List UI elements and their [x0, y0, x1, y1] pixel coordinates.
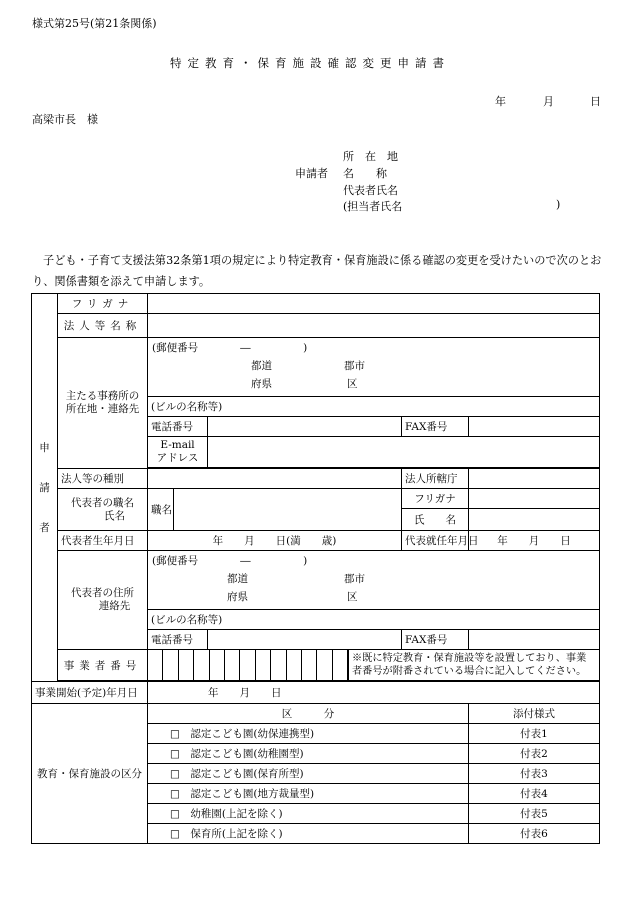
category-row-3[interactable]: □ 認定こども園(保育所型) [148, 764, 469, 784]
category-row-1[interactable]: □ 認定こども園(幼保連携型) [148, 724, 469, 744]
attach-4: 付表4 [469, 784, 600, 804]
rep-tel-label: 電話番号 [148, 630, 208, 650]
rep-furigana-label: フリガナ [402, 489, 469, 509]
rep-title-field[interactable] [174, 489, 402, 531]
rep-fax-field[interactable] [469, 630, 600, 650]
rep-address-field[interactable]: (郵便番号 ― ) 都道 府県 郡市 区 [148, 551, 600, 610]
attach-header: 添付様式 [469, 704, 600, 724]
category-row-2[interactable]: □ 認定こども園(幼稚園型) [148, 744, 469, 764]
rep-start-field[interactable]: 年 月 日 [469, 531, 600, 551]
office-tel-field[interactable] [208, 417, 402, 437]
applicant-label: 申請者 [295, 167, 328, 180]
rep-birth-label: 代表者生年月日 [58, 531, 148, 551]
date-month: 月 [543, 95, 554, 108]
corp-name-field[interactable] [148, 314, 600, 338]
office-tel-label: 電話番号 [148, 417, 208, 437]
form-number: 様式第25号(第21条関係) [32, 17, 157, 30]
start-date-field[interactable]: 年 月 日 [148, 682, 600, 704]
biz-number-label: 事業者番号 [58, 650, 148, 681]
name-label: 名 称 [343, 167, 387, 180]
rep-furigana-field[interactable] [469, 489, 600, 509]
category-header: 区 分 [148, 704, 469, 724]
biz-number-boxes[interactable] [148, 650, 349, 681]
attach-6: 付表6 [469, 824, 600, 844]
attach-5: 付表5 [469, 804, 600, 824]
attach-3: 付表3 [469, 764, 600, 784]
start-date-label: 事業開始(予定)年月日 [32, 682, 148, 704]
checkbox-icon: □ [170, 808, 180, 820]
category-label: 教育・保育施設の区分 [32, 704, 148, 844]
email-label: E-mail アドレス [148, 437, 208, 468]
contact-label: (担当者氏名 [343, 200, 403, 213]
application-table [31, 293, 600, 844]
addressee: 高梁市長 様 [32, 113, 98, 126]
office-fax-label: FAX番号 [402, 417, 469, 437]
attach-1: 付表1 [469, 724, 600, 744]
corp-office-field[interactable] [469, 469, 600, 489]
rep-label: 代表者氏名 [343, 184, 398, 197]
checkbox-icon: □ [170, 788, 180, 800]
office-building-field[interactable]: (ビルの名称等) [148, 397, 600, 417]
furigana-label: フリガナ [58, 294, 148, 314]
corp-type-field[interactable] [148, 469, 402, 489]
office-address-field[interactable]: (郵便番号 ― ) 都道 府県 郡市 区 [148, 338, 600, 397]
email-field[interactable] [208, 437, 600, 468]
attach-2: 付表2 [469, 744, 600, 764]
body-text: 子ども・子育て支援法第32条第1項の規定により特定教育・保育施設に係る確認の変更を受けたいので次のとおり、関係書類を添えて申請します。 [32, 254, 602, 288]
checkbox-icon: □ [170, 728, 180, 740]
corp-office-label: 法人所轄庁 [402, 469, 469, 489]
rep-start-label: 代表就任年月日 [402, 531, 469, 551]
rep-name-label: 氏 名 [402, 509, 469, 531]
rep-name-field[interactable] [469, 509, 600, 531]
checkbox-icon: □ [170, 768, 180, 780]
corp-name-label: 法人等名称 [58, 314, 148, 338]
category-row-5[interactable]: □ 幼稚園(上記を除く) [148, 804, 469, 824]
category-row-6[interactable]: □ 保育所(上記を除く) [148, 824, 469, 844]
category-row-4[interactable]: □ 認定こども園(地方裁量型) [148, 784, 469, 804]
rep-birth-field[interactable]: 年 月 日(満 歳) [148, 531, 402, 551]
corp-type-label: 法人等の種別 [58, 469, 148, 489]
office-label: 主たる事務所の所在地・連絡先 [58, 338, 148, 469]
rep-tel-field[interactable] [208, 630, 402, 650]
shokumei-label: 職名 [148, 489, 174, 531]
rep-building-field[interactable]: (ビルの名称等) [148, 610, 600, 630]
page-title: 特定教育・保育施設確認変更申請書 [170, 56, 450, 70]
rep-fax-label: FAX番号 [402, 630, 469, 650]
applicant-side-label: 申 請 者 [32, 294, 58, 682]
biz-number-note: ※既に特定教育・保育施設等を設置しており、事業者番号が附番されている場合に記入してください。 [349, 650, 600, 681]
date-day: 日 [590, 95, 601, 108]
address-label: 所 在 地 [343, 150, 398, 163]
furigana-field[interactable] [148, 294, 600, 314]
date-year: 年 [495, 95, 506, 108]
office-fax-field[interactable] [469, 417, 600, 437]
checkbox-icon: □ [170, 748, 180, 760]
rep-address-label: 代表者の住所 連絡先 [58, 551, 148, 650]
rep-title-name-label: 代表者の職名 氏名 [58, 489, 148, 531]
contact-close: ) [556, 198, 561, 211]
checkbox-icon: □ [170, 828, 180, 840]
